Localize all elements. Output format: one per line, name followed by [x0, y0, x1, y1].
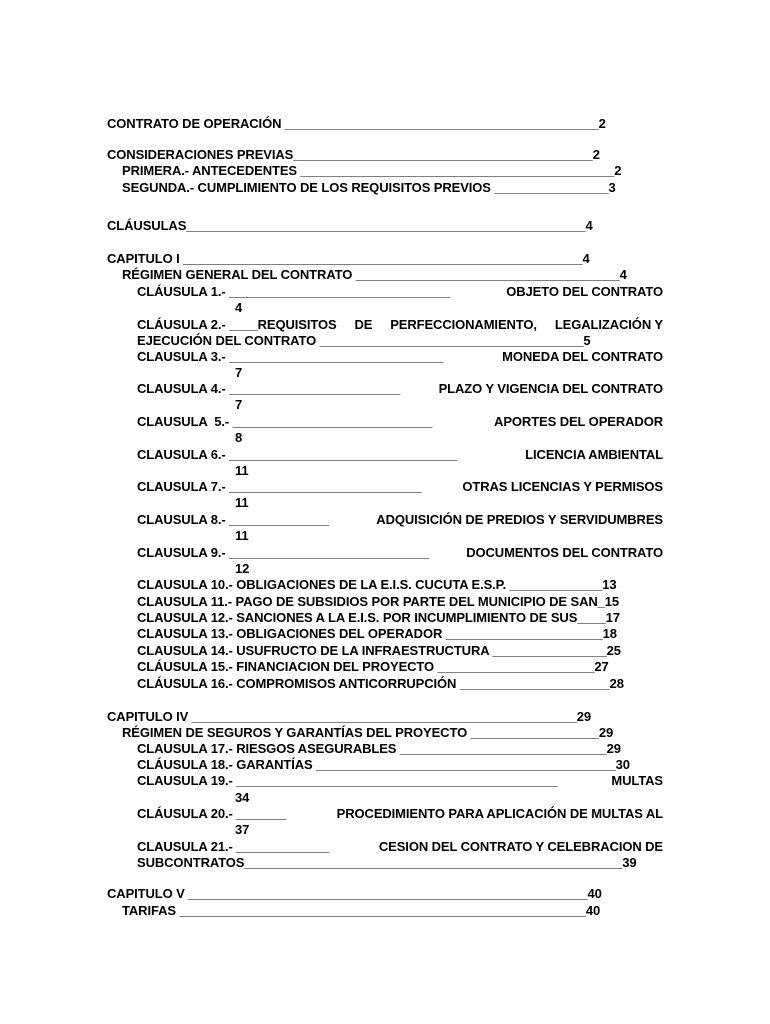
clausula-8-page: 11 [235, 528, 249, 543]
toc-entry-clausula-5[interactable] [137, 414, 663, 430]
clausula-3-title: MONEDA DEL CONTRATO [502, 349, 663, 364]
clausula-6-page: 11 [235, 463, 249, 478]
toc-entry-clausula-6[interactable] [137, 447, 663, 463]
toc-entry-clausula-20[interactable] [137, 806, 663, 822]
toc-entry-contrato[interactable]: CONTRATO DE OPERACIÓN ____________________________________________2 [107, 116, 606, 131]
clausula-9-title: DOCUMENTOS DEL CONTRATO [466, 545, 663, 560]
clausula-2-continuation[interactable]: EJECUCIÓN DEL CONTRATO _____________________________________5 [137, 333, 591, 348]
toc-entry-primera[interactable]: PRIMERA.- ANTECEDENTES ____________________________________________2 [122, 163, 622, 178]
clausula-7-page: 11 [235, 495, 249, 510]
clausula-1-title: OBJETO DEL CONTRATO [506, 284, 663, 299]
toc-entry-clausula-21[interactable] [137, 839, 663, 855]
toc-entry-clausula-15[interactable]: CLÁUSULA 15.- FINANCIACION DEL PROYECTO ______________________27 [137, 659, 609, 674]
toc-entry-clausula-12[interactable]: CLAUSULA 12.- SANCIONES A LA E.I.S. POR INCUMPLIMIENTO DE SUS____17 [137, 610, 621, 625]
clausula-7-label: CLAUSULA 7.- ___________________________ [137, 479, 422, 494]
clausula-19-title: MULTAS [611, 773, 663, 788]
clausula-2-title-end: LEGALIZACIÓN Y [554, 317, 663, 332]
toc-entry-capitulo-i[interactable]: CAPITULO I ________________________________________________________4 [107, 251, 590, 266]
clausula-8-title: ADQUISICIÓN DE PREDIOS Y SERVIDUMBRES [376, 512, 663, 527]
clausula-3-label: CLAUSULA 3.- ______________________________ [137, 349, 444, 364]
clausula-5-title: APORTES DEL OPERADOR [494, 414, 663, 429]
clausula-2-word-de: DE [354, 317, 373, 332]
clausula-9-page: 12 [235, 561, 250, 576]
toc-entry-clausula-2[interactable] [137, 317, 663, 333]
toc-entry-clausula-9[interactable] [137, 545, 663, 561]
clausula-5-label: CLAUSULA 5.- ____________________________ [137, 414, 433, 429]
toc-entry-capitulo-v[interactable]: CAPITULO V ________________________________________________________40 [107, 886, 602, 901]
toc-entry-clausula-17[interactable]: CLAUSULA 17.- RIESGOS ASEGURABLES _____________________________29 [137, 741, 621, 756]
clausula-20-label: CLÁUSULA 20.- _______ [137, 806, 287, 821]
clausula-4-label: CLAUSULA 4.- ________________________ [137, 381, 401, 396]
toc-entry-clausula-10[interactable]: CLAUSULA 10.- OBLIGACIONES DE LA E.I.S. CUCUTA E.S.P. _____________13 [137, 577, 617, 592]
toc-entry-clausula-11[interactable]: CLAUSULA 11.- PAGO DE SUBSIDIOS POR PARTE DEL MUNICIPIO DE SAN_15 [137, 594, 620, 609]
toc-entry-clausula-18[interactable]: CLÁUSULA 18.- GARANTÍAS __________________________________________30 [137, 757, 630, 772]
clausula-6-label: CLAUSULA 6.- ________________________________ [137, 447, 458, 462]
toc-entry-segunda[interactable]: SEGUNDA.- CUMPLIMIENTO DE LOS REQUISITOS PREVIOS ________________3 [122, 180, 616, 195]
toc-entry-clausulas[interactable]: CLÁUSULAS________________________________________________________4 [107, 218, 593, 233]
toc-entry-clausula-7[interactable] [137, 479, 663, 495]
clausula-8-label: CLAUSULA 8.- ______________ [137, 512, 329, 527]
clausula-6-title: LICENCIA AMBIENTAL [525, 447, 663, 462]
clausula-2-word-perfeccionamiento: PERFECCIONAMIENTO, [390, 317, 537, 332]
clausula-9-label: CLAUSULA 9.- ____________________________ [137, 545, 429, 560]
clausula-1-page: 4 [235, 300, 243, 315]
clausula-4-title: PLAZO Y VIGENCIA DEL CONTRATO [438, 381, 663, 396]
toc-entry-clausula-1[interactable] [137, 284, 663, 300]
clausula-21-title: CESION DEL CONTRATO Y CELEBRACION DE [378, 839, 663, 854]
clausula-1-label: CLÁUSULA 1.- _______________________________ [137, 284, 451, 299]
toc-entry-clausula-4[interactable] [137, 381, 663, 397]
toc-entry-clausula-3[interactable] [137, 349, 663, 365]
toc-entry-regimen-general[interactable]: RÉGIMEN GENERAL DEL CONTRATO _____________________________________4 [122, 267, 627, 282]
clausula-2-label: CLÁUSULA 2.- ____REQUISITOS [137, 317, 337, 332]
clausula-20-title: PROCEDIMIENTO PARA APLICACIÓN DE MULTAS AL [336, 806, 663, 821]
toc-entry-clausula-14[interactable]: CLAUSULA 14.- USUFRUCTO DE LA INFRAESTRUCTURA ________________25 [137, 643, 621, 658]
clausula-7-title: OTRAS LICENCIAS Y PERMISOS [462, 479, 663, 494]
toc-entry-capitulo-iv[interactable]: CAPITULO IV ______________________________________________________29 [107, 709, 592, 724]
clausula-3-page: 7 [235, 365, 243, 380]
clausula-21-continuation[interactable]: SUBCONTRATOS_____________________________________________________39 [137, 855, 637, 870]
toc-entry-clausula-13[interactable]: CLAUSULA 13.- OBLIGACIONES DEL OPERADOR ______________________18 [137, 626, 617, 641]
toc-entry-clausula-19[interactable] [137, 773, 663, 789]
toc-entry-regimen-seguros[interactable]: RÉGIMEN DE SEGUROS Y GARANTÍAS DEL PROYECTO __________________29 [122, 725, 614, 740]
clausula-20-page: 37 [235, 822, 250, 837]
toc-entry-clausula-8[interactable] [137, 512, 663, 528]
clausula-21-label: CLAUSULA 21.- _____________ [137, 839, 329, 854]
clausula-5-page: 8 [235, 430, 243, 445]
clausula-19-label: CLAUSULA 19.- _____________________________________________ [137, 773, 558, 788]
clausula-19-page: 34 [235, 790, 250, 805]
toc-entry-consideraciones[interactable]: CONSIDERACIONES PREVIAS__________________________________________2 [107, 147, 600, 162]
toc-entry-tarifas[interactable]: TARIFAS _________________________________________________________40 [122, 903, 601, 918]
clausula-4-page: 7 [235, 397, 243, 412]
toc-entry-clausula-16[interactable]: CLÁUSULA 16.- COMPROMISOS ANTICORRUPCIÓN _____________________28 [137, 676, 624, 691]
